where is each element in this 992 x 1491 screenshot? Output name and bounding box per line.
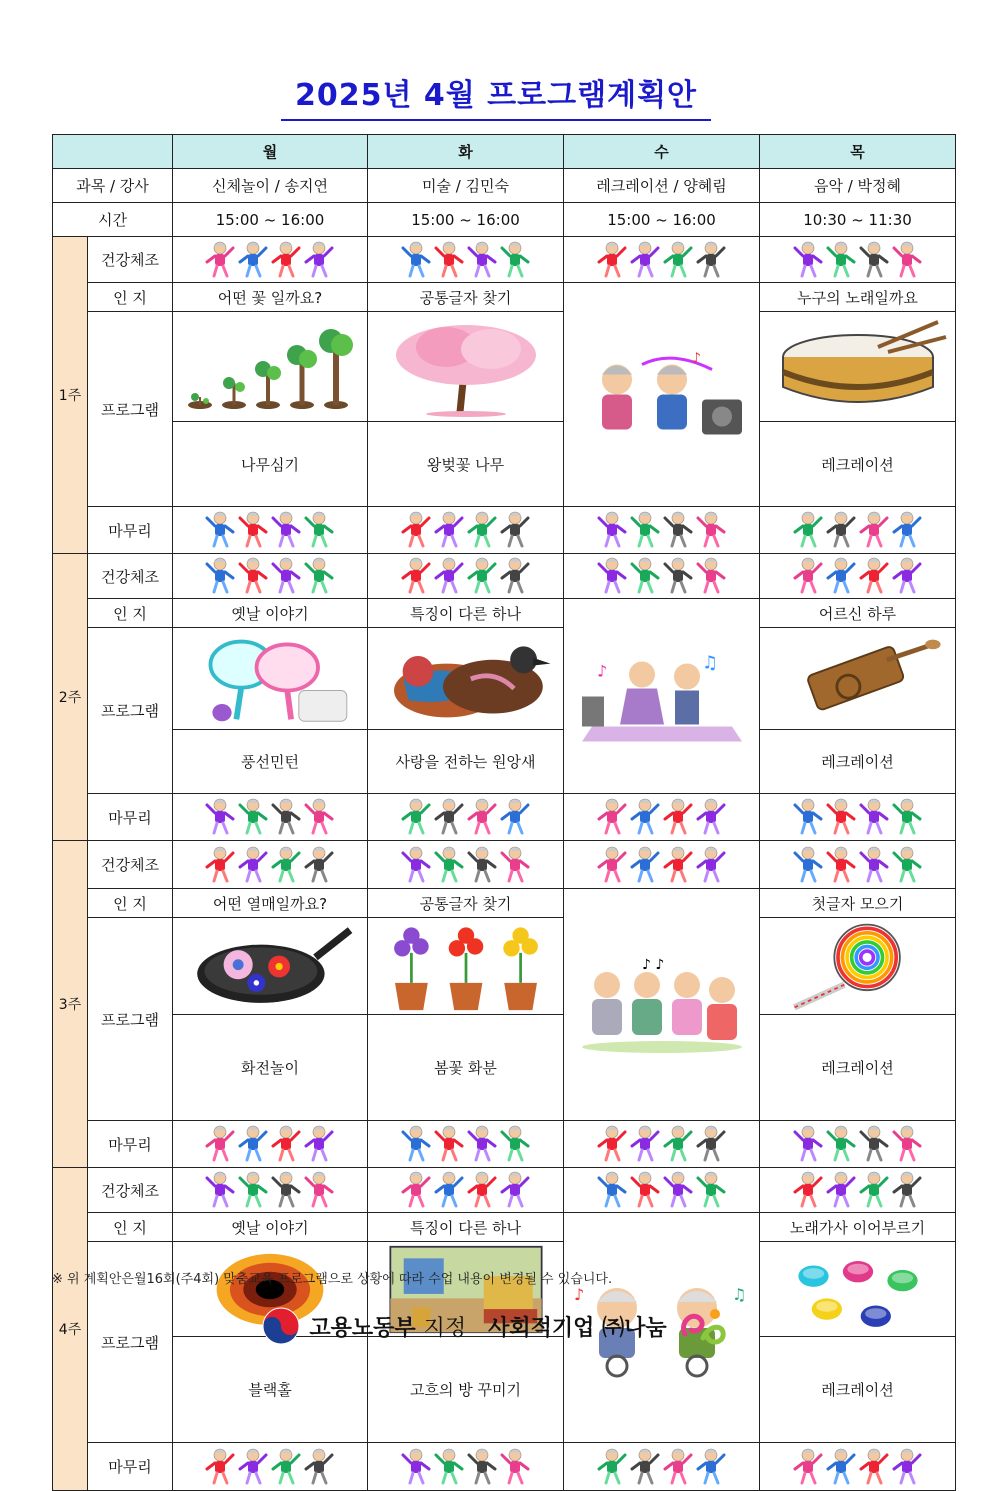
day-wed: 수 [564, 135, 760, 169]
program-mon: 화전놀이 [173, 1015, 368, 1121]
time-tue: 15:00 ~ 16:00 [368, 203, 564, 237]
program-mon: 나무심기 [173, 422, 368, 507]
svg-text:♪ ♪: ♪ ♪ [641, 956, 664, 973]
closing-activity-cell [368, 507, 564, 554]
cognition-label: 인 지 [88, 283, 173, 312]
week-4-label: 4주 [53, 1168, 88, 1491]
health-exercise-cell [760, 841, 956, 889]
health-exercise-cell [368, 841, 564, 889]
week-2-health-row [53, 554, 956, 599]
recreation-picture-cell [564, 283, 760, 507]
exercise-seniors-icon [596, 264, 728, 282]
health-exercise-cell [368, 554, 564, 599]
subject-row [53, 169, 956, 203]
dancing-seniors-icon [792, 1148, 924, 1166]
program-tue: 봄꽃 화분 [368, 1015, 564, 1121]
closing-activity-cell [173, 794, 368, 841]
cognition-thu: 첫글자 모으기 [760, 889, 956, 918]
time-wed: 15:00 ~ 16:00 [564, 203, 760, 237]
program-picture-cell [760, 628, 956, 730]
closing-activity-cell [564, 507, 760, 554]
health-exercise-cell [760, 1168, 956, 1213]
flower-pots-icon [368, 921, 563, 1012]
time-row [53, 203, 956, 237]
program-picture-cell [173, 312, 368, 422]
footer [0, 1300, 992, 1352]
exercise-seniors-icon [204, 1194, 336, 1212]
program-picture-cell [173, 918, 368, 1015]
cognition-thu: 어르신 하루 [760, 599, 956, 628]
program-label: 프로그램 [88, 918, 173, 1121]
svg-text:♫: ♫ [701, 652, 718, 673]
svg-text:♪: ♪ [596, 661, 607, 680]
dancing-seniors-icon [400, 1148, 532, 1166]
cognition-tue: 공통글자 찾기 [368, 889, 564, 918]
program-wed: 레크레이션 [760, 422, 956, 507]
cognition-mon: 어떤 꽃 일까요? [173, 283, 368, 312]
closing-activity-cell [173, 1443, 368, 1491]
cognition-tue: 특징이 다른 하나 [368, 1213, 564, 1242]
closing-activity-cell [368, 794, 564, 841]
health-exercise-cell [368, 237, 564, 283]
cognition-tue: 공통글자 찾기 [368, 283, 564, 312]
closing-activity-cell [564, 794, 760, 841]
exercise-seniors-icon [792, 1194, 924, 1212]
closing-activity-cell [173, 1121, 368, 1168]
program-picture-cell [173, 628, 368, 730]
program-tue: 사랑을 전하는 원앙새 [368, 730, 564, 794]
closing-activity-cell [760, 1121, 956, 1168]
program-picture-cell [368, 312, 564, 422]
week-4-cognition-row [53, 1213, 956, 1242]
cognition-mon: 어떤 열매일까요? [173, 889, 368, 918]
health-label: 건강체조 [88, 237, 173, 283]
dancing-seniors-icon [204, 821, 336, 839]
week-3-program-name-row [53, 1015, 956, 1121]
program-label: 프로그램 [88, 628, 173, 794]
closing-label: 마무리 [88, 794, 173, 841]
exercise-seniors-icon [596, 869, 728, 887]
week-3-picture-row [53, 918, 956, 1015]
program-label: 프로그램 [88, 1242, 173, 1443]
week-1-program-name-row [53, 422, 956, 507]
week-2-picture-row [53, 628, 956, 730]
lollipop-drum-icon [760, 921, 955, 1012]
health-exercise-cell [173, 237, 368, 283]
cognition-label: 인 지 [88, 1213, 173, 1242]
health-exercise-cell [173, 554, 368, 599]
exercise-seniors-icon [400, 1194, 532, 1212]
karaoke-seniors-icon [564, 326, 759, 463]
cognition-mon: 옛날 이야기 [173, 1213, 368, 1242]
exercise-seniors-icon [596, 580, 728, 598]
rackets-icon [173, 631, 367, 727]
closing-activity-cell [760, 507, 956, 554]
week-1-picture-row [53, 312, 956, 422]
health-label: 건강체조 [88, 841, 173, 889]
exercise-seniors-icon [400, 869, 532, 887]
cognition-label: 인 지 [88, 889, 173, 918]
exercise-seniors-icon [204, 580, 336, 598]
health-exercise-cell [760, 237, 956, 283]
subject-tue: 미술 / 김민숙 [368, 169, 564, 203]
cognition-label: 인 지 [88, 599, 173, 628]
program-picture-cell [368, 628, 564, 730]
program-mon: 풍선민턴 [173, 730, 368, 794]
subject-wed: 레크레이션 / 양혜림 [564, 169, 760, 203]
health-exercise-cell [173, 841, 368, 889]
exercise-seniors-icon [204, 869, 336, 887]
health-exercise-cell [368, 1168, 564, 1213]
designated-label: 지정 [423, 1315, 467, 1341]
dancing-seniors-icon [204, 1148, 336, 1166]
day-mon: 월 [173, 135, 368, 169]
week-3-closing-row [53, 1121, 956, 1168]
closing-label: 마무리 [88, 1443, 173, 1491]
cognition-mon: 옛날 이야기 [173, 599, 368, 628]
dancing-seniors-icon [400, 1471, 532, 1489]
dancing-seniors-icon [596, 821, 728, 839]
week-3-health-row [53, 841, 956, 889]
closing-activity-cell [564, 1121, 760, 1168]
tree-growth-icon [173, 315, 367, 419]
dancing-seniors-icon [792, 821, 924, 839]
cognition-thu: 누구의 노래일까요 [760, 283, 956, 312]
svg-text:♪: ♪ [573, 1284, 584, 1304]
program-wed: 레크레이션 [760, 730, 956, 794]
wood-instrument-icon [760, 631, 955, 727]
week-4-closing-row [53, 1443, 956, 1491]
ministry-logo-icon [261, 1306, 301, 1346]
cherry-tree-icon [368, 315, 563, 419]
health-exercise-cell [564, 237, 760, 283]
flower-pancake-icon [173, 921, 367, 1012]
week-1-health-row [53, 237, 956, 283]
mandarin-ducks-icon [368, 631, 563, 727]
closing-activity-cell [368, 1443, 564, 1491]
dancing-seniors-icon [596, 534, 728, 552]
dancing-seniors-icon [400, 821, 532, 839]
program-wed: 레크레이션 [760, 1337, 956, 1443]
time-label: 시간 [53, 203, 173, 237]
week-2-label: 2주 [53, 554, 88, 841]
exercise-seniors-icon [400, 580, 532, 598]
closing-activity-cell [368, 1121, 564, 1168]
week-2-closing-row [53, 794, 956, 841]
exercise-seniors-icon [792, 264, 924, 282]
nanum-logo-icon [675, 1304, 731, 1348]
subject-thu: 음악 / 박정혜 [760, 169, 956, 203]
closing-label: 마무리 [88, 507, 173, 554]
health-label: 건강체조 [88, 1168, 173, 1213]
recreation-picture-cell [564, 889, 760, 1121]
dancing-seniors-icon [400, 534, 532, 552]
plan-note: ※ 위 계획안은월16회(주4회) 맞춤교육 프로그램으로 상황에 따라 수업 내용이 변경될 수 있습니다. [52, 1272, 613, 1287]
closing-activity-cell [760, 1443, 956, 1491]
exercise-seniors-icon [792, 869, 924, 887]
health-exercise-cell [564, 841, 760, 889]
closing-activity-cell [173, 507, 368, 554]
svg-text:♫: ♫ [731, 1284, 746, 1304]
subject-label: 과목 / 강사 [53, 169, 173, 203]
health-exercise-cell [564, 554, 760, 599]
week-4-program-name-row [53, 1337, 956, 1443]
week-1-closing-row [53, 507, 956, 554]
dancing-seniors-icon [204, 534, 336, 552]
recreation-picture-cell [564, 599, 760, 794]
day-thu: 목 [760, 135, 956, 169]
program-tue: 고흐의 방 꾸미기 [368, 1337, 564, 1443]
closing-activity-cell [760, 794, 956, 841]
exercise-seniors-icon [204, 264, 336, 282]
dancing-seniors-icon [204, 1471, 336, 1489]
cognition-thu: 노래가사 이어부르기 [760, 1213, 956, 1242]
health-exercise-cell [173, 1168, 368, 1213]
program-picture-cell [368, 918, 564, 1015]
subject-mon: 신체놀이 / 송지연 [173, 169, 368, 203]
week-2-cognition-row [53, 599, 956, 628]
week-3-label: 3주 [53, 841, 88, 1168]
program-mon: 블랙홀 [173, 1337, 368, 1443]
corner-cell [53, 135, 173, 169]
health-exercise-cell [760, 554, 956, 599]
health-label: 건강체조 [88, 554, 173, 599]
program-label: 프로그램 [88, 312, 173, 507]
program-picture-cell [760, 312, 956, 422]
time-thu: 10:30 ~ 11:30 [760, 203, 956, 237]
exercise-seniors-icon [596, 1194, 728, 1212]
week-1-cognition-row [53, 283, 956, 312]
singing-seniors-icon [564, 943, 759, 1067]
week-2-program-name-row [53, 730, 956, 794]
program-plan-table [52, 134, 956, 1491]
week-3-cognition-row [53, 889, 956, 918]
svg-text:♪: ♪ [691, 350, 701, 367]
cognition-tue: 특징이 다른 하나 [368, 599, 564, 628]
week-1-label: 1주 [53, 237, 88, 554]
header-row [53, 135, 956, 169]
week-4-health-row [53, 1168, 956, 1213]
time-mon: 15:00 ~ 16:00 [173, 203, 368, 237]
day-tue: 화 [368, 135, 564, 169]
program-wed: 레크레이션 [760, 1015, 956, 1121]
dancing-seniors-icon [792, 534, 924, 552]
dancing-seniors-icon [596, 1148, 728, 1166]
dancing-seniors-icon [792, 1471, 924, 1489]
closing-activity-cell [564, 1443, 760, 1491]
page-title: 2025년 4월 프로그램계획안 [281, 78, 711, 121]
enterprise-name: 사회적기업 ㈜나눔 [488, 1315, 667, 1341]
hand-drum-icon [760, 315, 955, 419]
exercise-seniors-icon [792, 580, 924, 598]
ministry-name: 고용노동부 [309, 1315, 416, 1341]
page-title-wrap [0, 70, 992, 114]
dancing-seniors-icon [564, 632, 759, 761]
closing-label: 마무리 [88, 1121, 173, 1168]
dancing-seniors-icon [596, 1471, 728, 1489]
exercise-seniors-icon [400, 264, 532, 282]
program-picture-cell [760, 918, 956, 1015]
program-tue: 왕벚꽃 나무 [368, 422, 564, 507]
health-exercise-cell [564, 1168, 760, 1213]
